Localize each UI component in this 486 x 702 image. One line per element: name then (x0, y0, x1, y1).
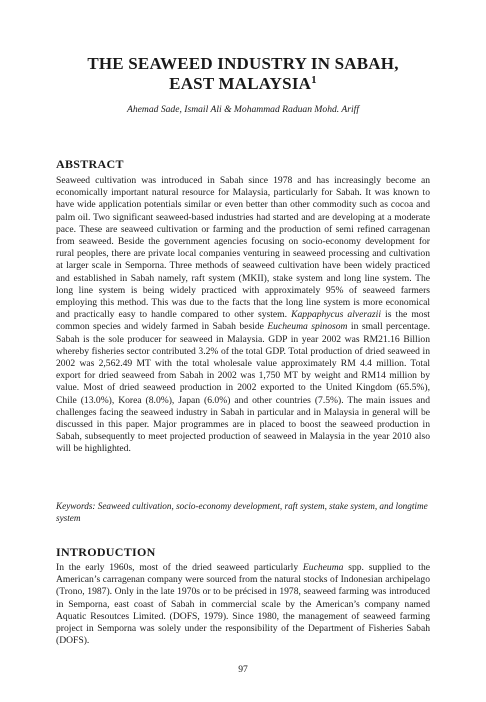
abstract-text-part-1: Seaweed cultivation was introduced in Sabah since 1978 and has increasingly become an economically important natural resource for Malaysia, particularly for Sabah. It was known to have wide application potentials similar or even better than other commodity such as cocoa and palm oil. Two significant seaweed-based industries had started and are developing at a moderate pace. These are seaweed cultivation or farming and the production of semi refined carragenan from seaweed. Beside the government agencies focusing on socio-economy development for rural peoples, there are private local companies venturing in seaweed processing and cultivation at larger scale in Semporna. Three methods of seaweed cultivation have been widely practiced and established in Sabah namely, raft system (MKII), stake system and long line system. The long line system is being widely practiced with approximately 95% of seaweed farmers employing this method. This was due to the facts that the long line system is more economical and practically easy to handle compared to other system. (56, 175, 430, 321)
paper-title (40, 54, 446, 94)
introduction-body (56, 562, 430, 647)
title-line-2 (40, 74, 446, 94)
author-list: Ahemad Sade, Ismail Ali & Mohammad Raduan Mohd. Ariff (126, 104, 359, 115)
abstract-species-1: Kappaphycus alverazii (291, 309, 381, 321)
introduction-text-part-2: spp. supplied to the American’s carragenan company were sourced from the natural stocks of Indonesian archipelago (Trono, 1987). Only in the late 1970s or to be précised in 1978, seaweed farming was introduced in Semporna, east coast of Sabah in commercial scale by the American’s company named Aquatic Resoutces Limited. (DOFS, 1979). Since 1980, the management of seaweed farming project in Semporna was solely under the responsibility of the Department of Fisheries Sabah (DOFS). (56, 562, 431, 647)
introduction-text-part-1: In the early 1960s, most of the dried seaweed particularly (56, 562, 303, 573)
abstract-text-part-3: in small percentage. Sabah is the sole producer for seaweed in Malaysia. GDP in year 2002 was RM21.16 Billion whereby fisheries sector contributed 3.2% of the total GDP. Total production of dried seaweed in 2002 was 2,562.49 MT with the total wholesale value approximately RM 4.4 million. Total export for dried seaweed from Sabah in 2002 was 1,750 MT by weight and RM14 million by value. Most of dried seaweed production in 2002 exported to the United Kingdom (65.5%), Chile (13.0%), Korea (8.0%), Japan (6.0%) and other countries (7.5%). The main issues and challenges facing the seaweed industry in Sabah in particular and in Malaysia in general will be discussed in this paper. Major programmes are in placed to boost the seaweed production in Sabah, subsequently to meet projected production of seaweed in Malaysia in the year 2010 also will be highlighted. (56, 321, 430, 455)
title-footnote-mark: 1 (311, 74, 317, 86)
introduction-heading: INTRODUCTION (56, 545, 156, 559)
abstract-text-part-2: is the most common species and widely farmed in Sabah beside (56, 309, 430, 333)
introduction-species: Eucheuma (302, 562, 344, 573)
title-line-1: THE SEAWEED INDUSTRY IN SABAH, (87, 54, 399, 73)
page-number: 97 (238, 664, 248, 675)
abstract-body (56, 175, 430, 456)
abstract-species-2: Eucheuma spinosom (267, 321, 348, 333)
title-line-2-text: EAST MALAYSIA (169, 74, 312, 93)
keywords: Keywords: Seaweed cultivation, socio-economy development, raft system, stake system, and longtime system (56, 501, 428, 523)
abstract-heading: ABSTRACT (56, 157, 124, 171)
